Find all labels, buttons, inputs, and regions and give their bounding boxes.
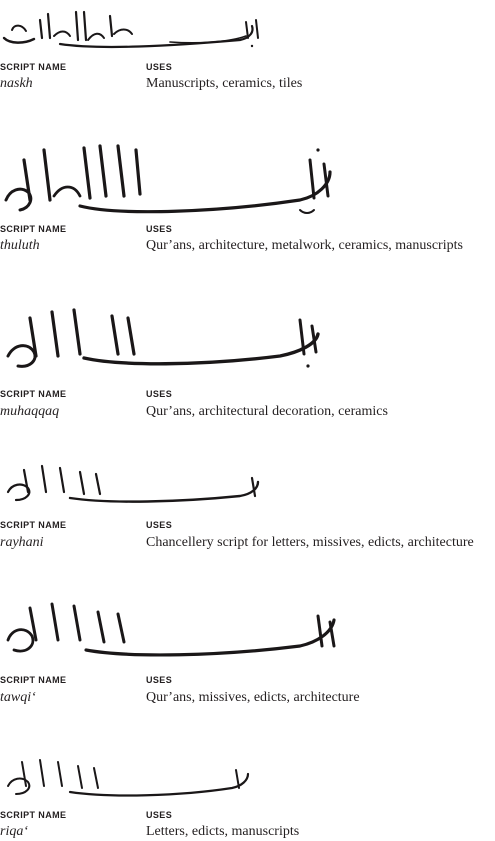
script-name-value: muhaqqaq: [0, 404, 60, 419]
script-name-label: SCRIPT NAME: [0, 810, 67, 820]
script-name-label: SCRIPT NAME: [0, 62, 67, 72]
script-name-value: tawqi‘: [0, 690, 36, 705]
script-name-value: naskh: [0, 76, 33, 91]
script-name-value: rayhani: [0, 535, 44, 550]
uses-label: USES: [146, 389, 173, 399]
script-name-value: thuluth: [0, 238, 40, 253]
script-name-label: SCRIPT NAME: [0, 224, 67, 234]
uses-value: Chancellery script for letters, missives, edicts, architecture: [146, 535, 474, 550]
uses-value: Qur’ans, architecture, metalwork, ceramics, manuscripts: [146, 238, 463, 253]
uses-label: USES: [146, 62, 173, 72]
uses-label: USES: [146, 810, 173, 820]
script-name-label: SCRIPT NAME: [0, 389, 67, 399]
uses-label: USES: [146, 520, 173, 530]
uses-value: Letters, edicts, manuscripts: [146, 824, 300, 839]
uses-value: Manuscripts, ceramics, tiles: [146, 76, 303, 91]
uses-value: Qur’ans, missives, edicts, architecture: [146, 690, 360, 705]
script-name-label: SCRIPT NAME: [0, 675, 67, 685]
uses-value: Qur’ans, architectural decoration, ceramics: [146, 404, 388, 419]
uses-label: USES: [146, 224, 173, 234]
uses-label: USES: [146, 675, 173, 685]
script-name-label: SCRIPT NAME: [0, 520, 67, 530]
script-name-value: riqa‘: [0, 824, 28, 839]
